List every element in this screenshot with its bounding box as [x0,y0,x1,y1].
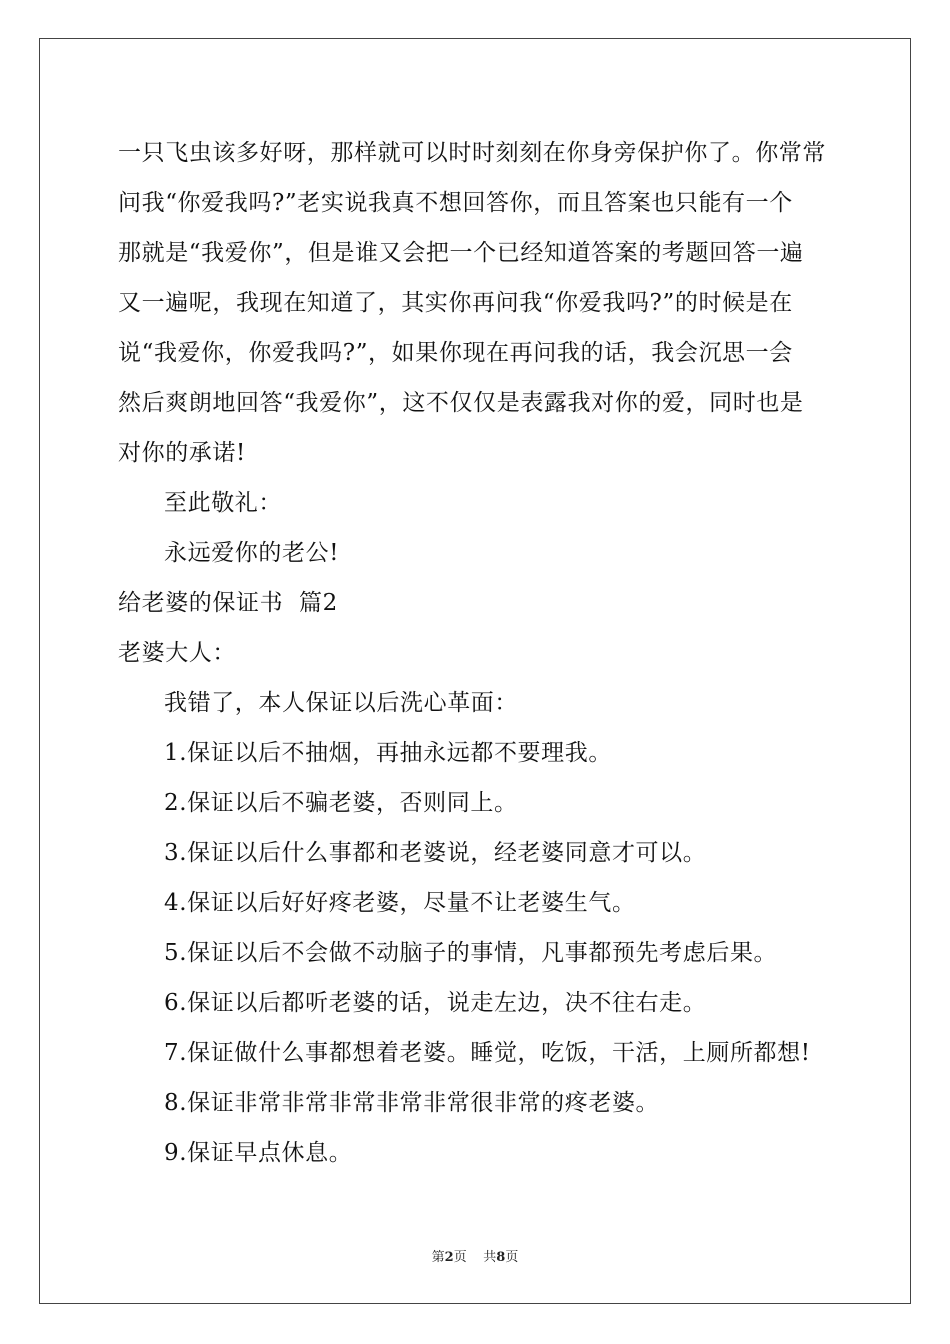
page-footer [0,1246,950,1265]
page-suffix: 页 [453,1250,467,1265]
paragraph-line: 对你的承诺! [118,440,246,466]
total-prefix: 共 [483,1250,497,1265]
section-title: 给老婆的保证书 篇2 [118,590,338,616]
salutation: 老婆大人： [118,640,236,666]
pledge-item: 7.保证做什么事都想着老婆。睡觉，吃饭，干活，上厕所都想! [164,1040,811,1066]
paragraph-line: 又一遍呢，我现在知道了，其实你再问我“你爱我吗?”的时候是在 [118,290,793,316]
pledge-item: 9.保证早点休息。 [164,1140,353,1166]
intro-line: 我错了，本人保证以后洗心革面： [164,690,518,716]
page-number: 2 [444,1250,454,1265]
paragraph-line: 说“我爱你，你爱我吗?”，如果你现在再问我的话，我会沉思一会 [118,340,793,366]
page-prefix: 第 [431,1250,445,1265]
pledge-item: 1.保证以后不抽烟，再抽永远都不要理我。 [164,740,612,766]
pledge-item: 8.保证非常非常非常非常非常很非常的疼老婆。 [164,1090,660,1116]
pledge-item: 4.保证以后好好疼老婆，尽量不让老婆生气。 [164,890,636,916]
pledge-item: 5.保证以后不会做不动脑子的事情，凡事都预先考虑后果。 [164,940,778,966]
pledge-list [118,728,834,1178]
continuation-paragraph [118,128,834,478]
total-suffix: 页 [505,1250,519,1265]
signature-line: 永远爱你的老公! [164,540,340,566]
closing-line: 至此敬礼： [164,490,282,516]
paragraph-line: 那就是“我爱你”，但是谁又会把一个已经知道答案的考题回答一遍 [118,240,804,266]
pledge-item: 2.保证以后不骗老婆，否则同上。 [164,790,518,816]
pledge-item: 3.保证以后什么事都和老婆说，经老婆同意才可以。 [164,840,707,866]
paragraph-line: 问我“你爱我吗?”老实说我真不想回答你，而且答案也只能有一个 [118,190,793,216]
pledge-item: 6.保证以后都听老婆的话，说走左边，决不往右走。 [164,990,707,1016]
document-body [118,128,834,1178]
paragraph-line: 一只飞虫该多好呀，那样就可以时时刻刻在你身旁保护你了。你常常 [118,140,826,166]
total-pages: 8 [496,1250,506,1265]
paragraph-line: 然后爽朗地回答“我爱你”，这不仅仅是表露我对你的爱，同时也是 [118,390,804,416]
